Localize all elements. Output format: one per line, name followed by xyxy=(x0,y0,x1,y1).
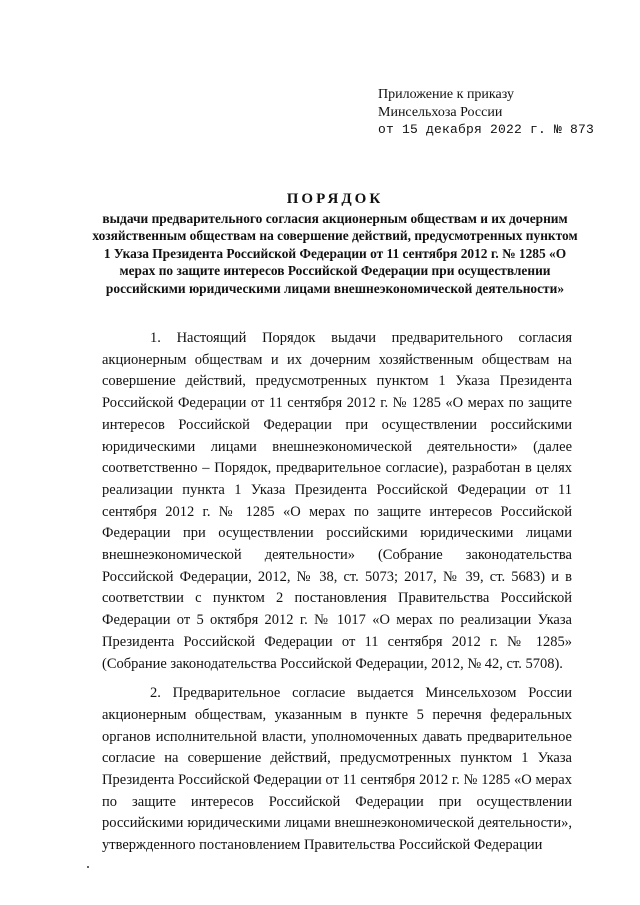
appendix-header xyxy=(378,86,594,139)
document-body xyxy=(102,328,572,857)
appendix-line-2: Минсельхоза России xyxy=(378,104,503,120)
scan-speck xyxy=(87,866,89,868)
title-subtitle: выдачи предварительного согласия акционерным обществам и их дочерним хозяйственным обществам на совершение действий, предусмотренных пунктом 1 Указа Президента Российской Федерации от 11 сентября 2012 г. № 1285 «О мерах по защите интересов Российской Федерации при осуществлении российскими юридическими лицами внешнеэкономической деятельности» xyxy=(92,211,578,296)
paragraph-2: 2. Предварительное согласие выдается Минсельхозом России акционерным обществам, указанным в пункте 5 перечня федеральных органов исполнительной власти, уполномоченных давать предварительное согласие на совершение действий, предусмотренных пунктом 1 Указа Президента Российской Федерации от 11 сентября 2012 г. № 1285 «О мерах по защите интересов Российской Федерации при осуществлении российскими юридическими лицами внешнеэкономической деятельности», утвержденного постановлением Правительства Российской Федерации xyxy=(102,685,572,854)
appendix-line-1: Приложение к приказу xyxy=(378,87,514,102)
appendix-order-number: от 15 декабря 2022 г. № 873 xyxy=(378,122,595,137)
title-heading: ПОРЯДОК xyxy=(286,191,384,207)
document-title xyxy=(90,190,580,297)
paragraph-1: 1. Настоящий Порядок выдачи предварительного согласия акционерным обществам и их дочерним хозяйственным обществам на совершение действий, предусмотренных пунктом 1 Указа Президента Российской Федерации от 11 сентября 2012 г. № 1285 «О мерах по защите интересов Российской Федерации при осуществлении российскими юридическими лицами внешнеэкономической деятельности» (далее соответственно – Порядок, предварительное согласие), разработан в целях реализации пункта 1 Указа Президента Российской Федерации от 11 сентября 2012 г. № 1285 «О мерах по защите интересов Российской Федерации при осуществлении российскими юридическими лицами внешнеэкономической деятельности» (Собрание законодательства Российской Федерации, 2012, № 38, ст. 5073; 2017, № 39, ст. 5683) и в соответствии с пунктом 2 постановления Правительства Российской Федерации от 5 октября 2012 г. № 1017 «О мерах по реализации Указа Президента Российской Федерации от 11 сентября 2012 г. № 1285» (Собрание законодательства Российской Федерации, 2012, № 42, ст. 5708). xyxy=(102,330,572,672)
